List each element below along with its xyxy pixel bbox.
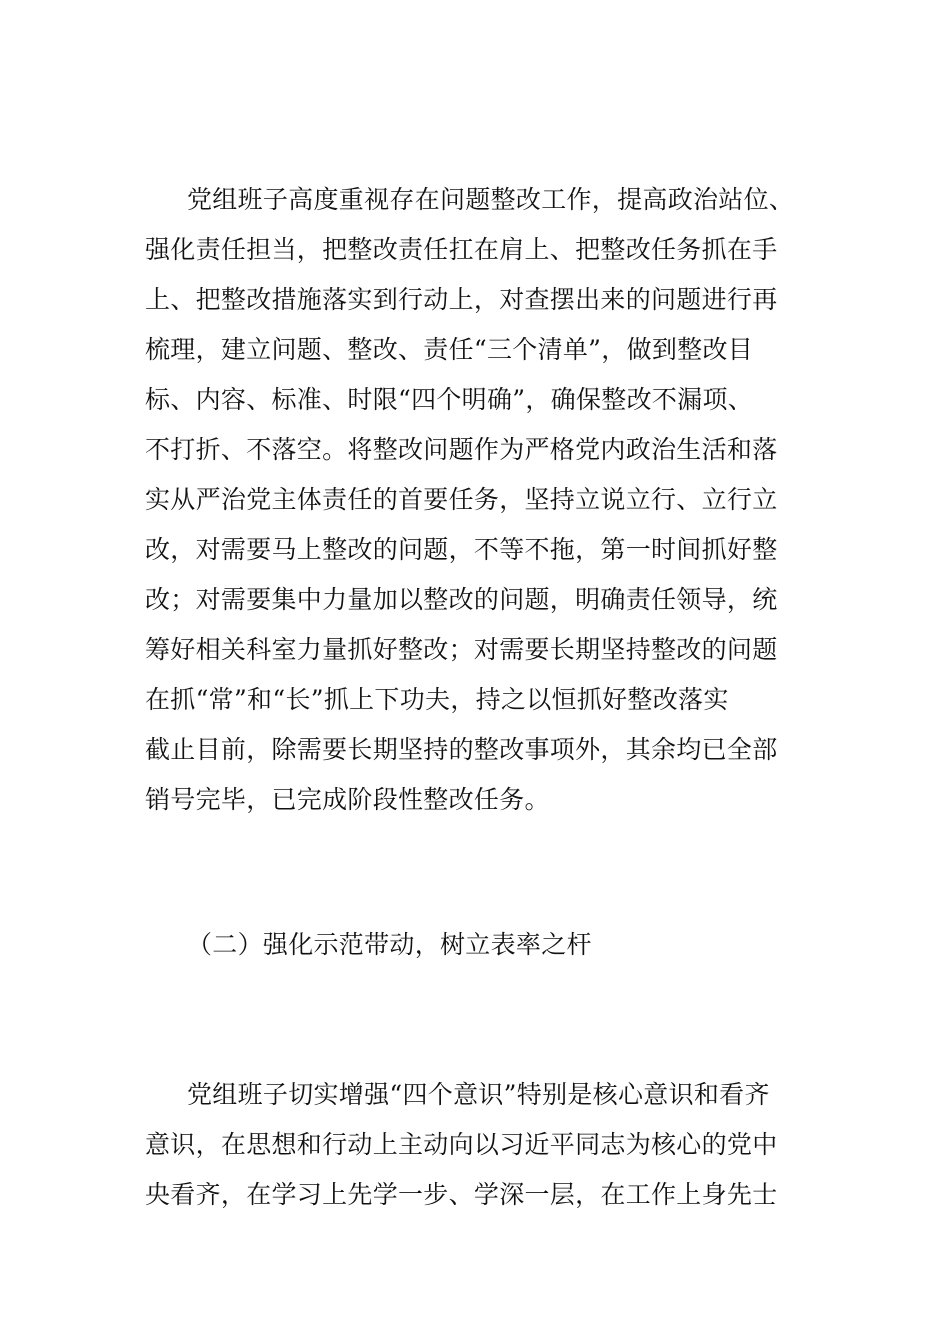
paragraph-1-line-12: 截止目前，除需要长期坚持的整改事项外，其余均已全部	[145, 735, 778, 764]
paragraph-1-line-11: 在抓“常”和“长”抓上下功夫，持之以恒抓好整改落实	[145, 685, 729, 714]
paragraph-1-line-1: 党组班子高度重视存在问题整改工作，提高政治站位、	[187, 185, 795, 214]
paragraph-2-line-3: 央看齐，在学习上先学一步、学深一层，在工作上身先士	[145, 1180, 778, 1209]
paragraph-1-line-10: 筹好相关科室力量抓好整改；对需要长期坚持整改的问题	[145, 635, 778, 664]
paragraph-1-line-8: 改，对需要马上整改的问题，不等不拖，第一时间抓好整	[145, 535, 778, 564]
paragraph-1-line-5: 标、内容、标准、时限“四个明确”，确保整改不漏项、	[145, 385, 754, 414]
paragraph-2-line-1: 党组班子切实增强“四个意识”特别是核心意识和看齐	[187, 1080, 770, 1109]
paragraph-2-line-2: 意识，在思想和行动上主动向以习近平同志为核心的党中	[145, 1130, 778, 1159]
paragraph-1-line-13: 销号完毕，已完成阶段性整改任务。	[145, 785, 550, 814]
paragraph-1-line-4: 梳理，建立问题、整改、责任“三个清单”，做到整改目	[145, 335, 754, 364]
paragraph-1-line-9: 改；对需要集中力量加以整改的问题，明确责任领导，统	[145, 585, 778, 614]
paragraph-1-line-6: 不打折、不落空。将整改问题作为严格党内政治生活和落	[145, 435, 778, 464]
paragraph-1-line-7: 实从严治党主体责任的首要任务，坚持立说立行、立行立	[145, 485, 778, 514]
paragraph-1-line-2: 强化责任担当，把整改责任扛在肩上、把整改任务抓在手	[145, 235, 778, 264]
paragraph-1-line-3: 上、把整改措施落实到行动上，对查摆出来的问题进行再	[145, 285, 778, 314]
section-heading: （二）强化示范带动，树立表率之杆	[187, 930, 592, 959]
